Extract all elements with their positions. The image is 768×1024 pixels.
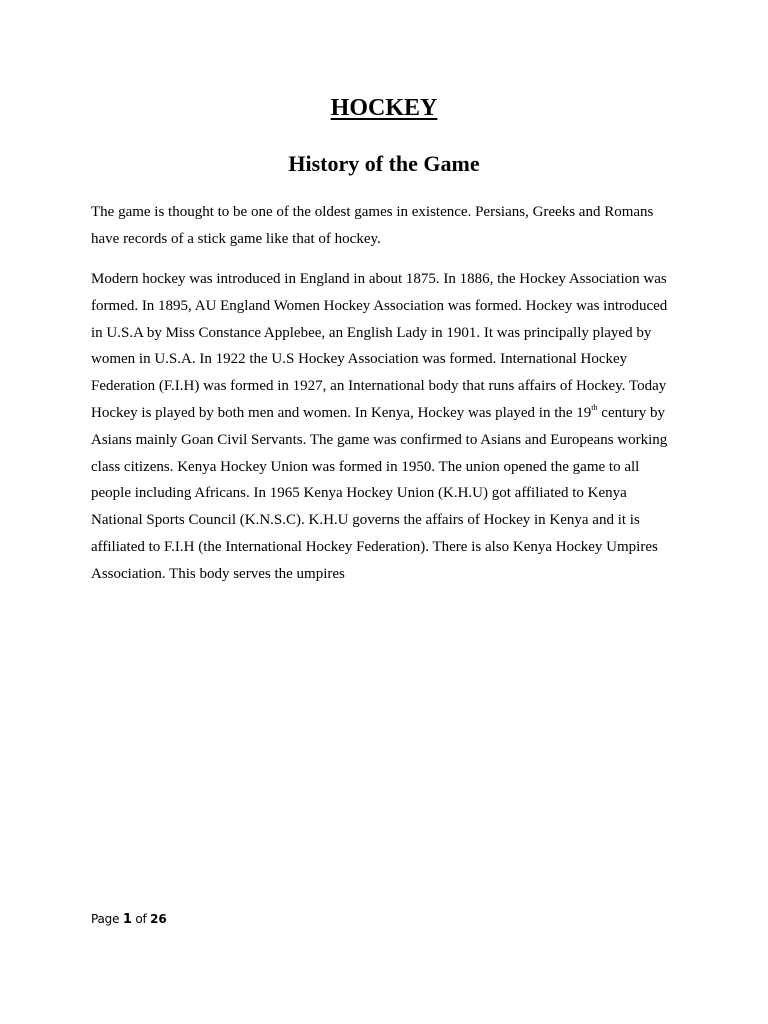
document-subtitle: History of the Game xyxy=(288,151,480,176)
paragraph-history-part-2: century by Asians mainly Goan Civil Servants. The game was confirmed to Asians and Europeans working class citizens. Kenya Hockey Union was formed in 1950. The union opened the game to all people including Africans. In 1965 Kenya Hockey Union (K.H.U) got affiliated to Kenya National Sports Council (K.N.S.C). K.H.U governs the affairs of Hockey in Kenya and it is affiliated to F.I.H (the International Hockey Federation). There is also Kenya Hockey Umpires Association. This body serves the umpires xyxy=(91,404,668,582)
footer-current-page: 1 xyxy=(122,912,132,927)
page-footer xyxy=(91,910,166,929)
paragraph-history xyxy=(91,266,679,588)
footer-of-label: of xyxy=(135,912,147,926)
paragraph-history-part-1: Modern hockey was introduced in England in about 1875. In 1886, the Hockey Association was formed. In 1895, AU England Women Hockey Association was formed. Hockey was introduced in U.S.A by Miss Constance Applebee, an English Lady in 1901. It was principally played by women in U.S.A. In 1922 the U.S Hockey Association was formed. International Hockey Federation (F.I.H) was formed in 1927, an International body that runs affairs of Hockey. Today Hockey is played by both men and women. In Kenya, Hockey was played in the 19 xyxy=(91,271,668,421)
ordinal-superscript: th xyxy=(591,402,598,412)
footer-total-pages: 26 xyxy=(150,912,167,926)
footer-page-label: Page xyxy=(91,912,120,926)
document-title xyxy=(0,92,768,124)
paragraph-intro: The game is thought to be one of the oldest games in existence. Persians, Greeks and Romans have records of a stick game like that of hockey. xyxy=(91,204,654,247)
document-title-text: HOCKEY xyxy=(330,95,438,121)
